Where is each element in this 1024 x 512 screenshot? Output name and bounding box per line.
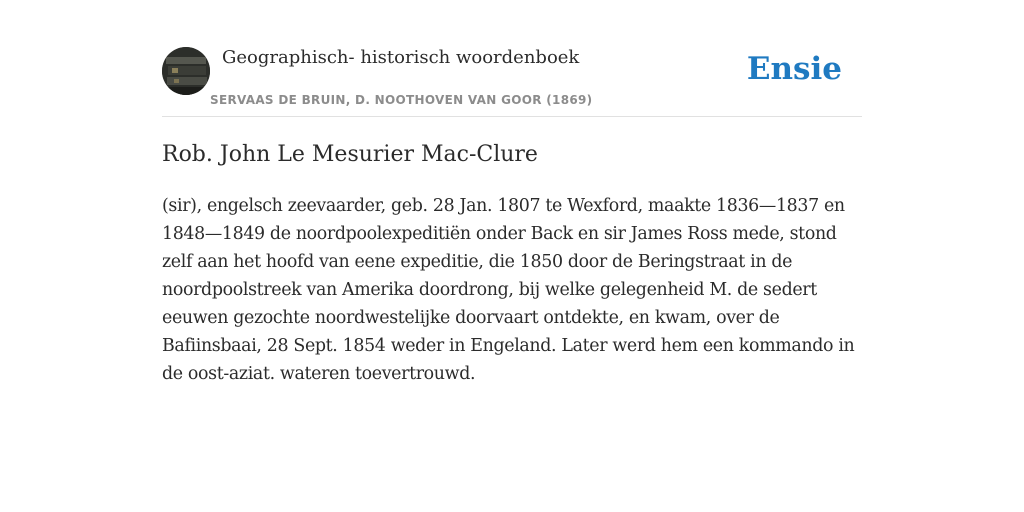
book-cover-icon[interactable] — [162, 47, 210, 95]
book-cover-image — [162, 47, 210, 95]
entry-title: Rob. John Le Mesurier Mac-Clure — [162, 142, 538, 167]
ensie-logo[interactable]: Ensie — [746, 51, 842, 87]
book-authors-meta: SERVAAS DE BRUIN, D. NOOTHOVEN VAN GOOR (1869) — [210, 93, 593, 107]
entry-body: (sir), engelsch zeevaarder, geb. 28 Jan. 1807 te Wexford, maakte 1836—1837 en 1848—1849 de noordpoolexpeditiën onder Back en sir James Ross mede, stond zelf aan het hoofd van eene expeditie, die 1850 door de Beringstraat in de noordpoolstreek van Amerika doordrong, bij welke gelegenheid M. de sedert eeuwen gezochte noordwestelijke doorvaart ontdekte, en kwam, over de Bafiinsbaai, 28 Sept. 1854 weder in Engeland. Later werd hem een kommando in de oost-aziat. wateren toevertrouwd. — [162, 196, 855, 384]
page-container — [162, 0, 862, 384]
book-title[interactable]: Geographisch- historisch woordenboek — [222, 47, 580, 68]
book-header — [162, 0, 862, 117]
